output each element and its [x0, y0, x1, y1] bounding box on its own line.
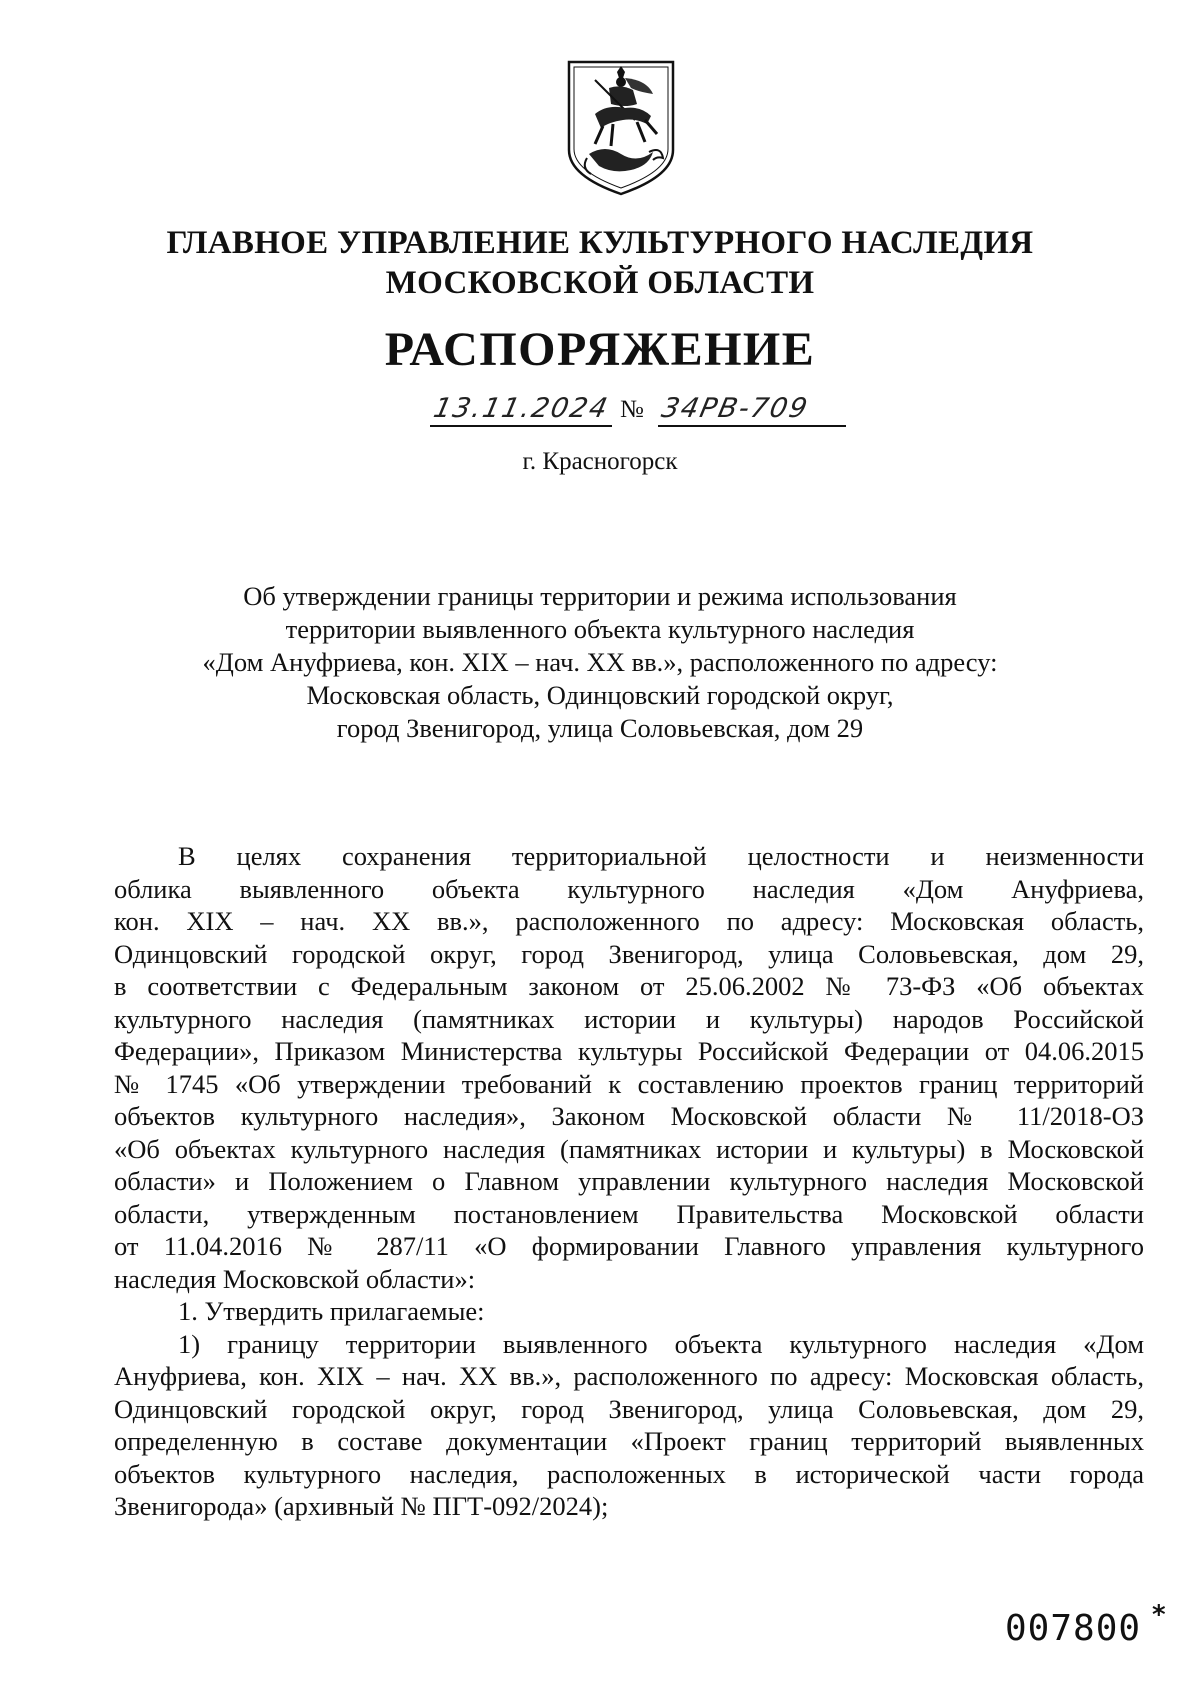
- preamble-line: Одинцовский городской округ, город Звенигород, улица Соловьевская, дом 29,: [114, 938, 1144, 969]
- preamble-line: кон. XIX – нач. XX вв.», расположенного по адресу: Московская область,: [114, 906, 1144, 936]
- handwritten-date: 13.11.2024: [430, 393, 612, 424]
- form-serial-number: 007800: [1005, 1608, 1142, 1649]
- preamble-line: объектов культурного наследия», Законом Московской области № 11/2018-ОЗ: [114, 1101, 1144, 1131]
- document-type-title: РАСПОРЯЖЕНИЕ: [384, 323, 816, 376]
- serial-mark: *: [1152, 1600, 1166, 1630]
- preamble-line-last: наследия Московской области»:: [114, 1263, 476, 1294]
- item-1-1-line: Ануфриева, кон. XIX – нач. XX вв.», расположенного по адресу: Московская область,: [114, 1361, 1144, 1391]
- preamble-line: облика выявленного объекта культурного наследия «Дом Ануфриева,: [114, 873, 1144, 904]
- preamble-line: области, утвержденным постановлением Правительства Московской области: [114, 1198, 1144, 1229]
- preamble-line: культурного наследия (памятниках истории и культуры) народов Российской: [114, 1003, 1144, 1034]
- subject-line: Московская область, Одинцовский городской округ,: [306, 680, 894, 710]
- subject-line: «Дом Ануфриева, кон. XIX – нач. XX вв.», расположенного по адресу:: [202, 647, 998, 677]
- preamble-line: В целях сохранения территориальной целостности и неизменности: [178, 841, 1144, 871]
- handwritten-number: 34РВ-709: [658, 393, 812, 424]
- preamble-line: № 1745 «Об утверждении требований к составлению проектов границ территорий: [114, 1068, 1144, 1099]
- item-1-heading: 1. Утвердить прилагаемые:: [178, 1296, 485, 1326]
- place-of-issue: г. Красногорск: [522, 448, 678, 475]
- item-1-1-line: 1) границу территории выявленного объекта культурного наследия «Дом: [178, 1328, 1144, 1359]
- item-1-1-line-last: Звенигорода» (архивный № ПГТ-092/2024);: [114, 1491, 609, 1521]
- date-number-line: [430, 390, 850, 430]
- subject-line: Об утверждении границы территории и режима использования: [243, 581, 957, 611]
- coat-of-arms-icon: [565, 58, 677, 198]
- preamble-line: от 11.04.2016 № 287/11 «О формировании Главного управления культурного: [114, 1231, 1144, 1261]
- preamble-line: в соответствии с Федеральным законом от 25.06.2002 № 73-ФЗ «Об объектах: [114, 971, 1144, 1001]
- document-subject: [150, 580, 1050, 745]
- org-name-line2: МОСКОВСКОЙ ОБЛАСТИ: [385, 265, 815, 301]
- number-sign: №: [620, 396, 644, 423]
- number-underline: [658, 425, 846, 427]
- subject-line: территории выявленного объекта культурного наследия: [285, 614, 915, 644]
- document-body: [114, 840, 1144, 1523]
- preamble-line: Федерации», Приказом Министерства культуры Российской Федерации от 04.06.2015: [114, 1036, 1144, 1066]
- item-1-1-line: объектов культурного наследия, расположенных в исторической части города: [114, 1458, 1144, 1489]
- subject-line: город Звенигород, улица Соловьевская, дом 29: [336, 713, 864, 743]
- preamble-line: «Об объектах культурного наследия (памятниках истории и культуры) в Московской: [114, 1133, 1144, 1164]
- date-underline: [430, 425, 612, 427]
- preamble-line: области» и Положением о Главном управлении культурного наследия Московской: [114, 1166, 1144, 1196]
- org-name-line1: ГЛАВНОЕ УПРАВЛЕНИЕ КУЛЬТУРНОГО НАСЛЕДИЯ: [166, 225, 1034, 261]
- item-1-1-line: Одинцовский городской округ, город Звенигород, улица Соловьевская, дом 29,: [114, 1393, 1144, 1424]
- item-1-1-line: определенную в составе документации «Проект границ территорий выявленных: [114, 1426, 1144, 1456]
